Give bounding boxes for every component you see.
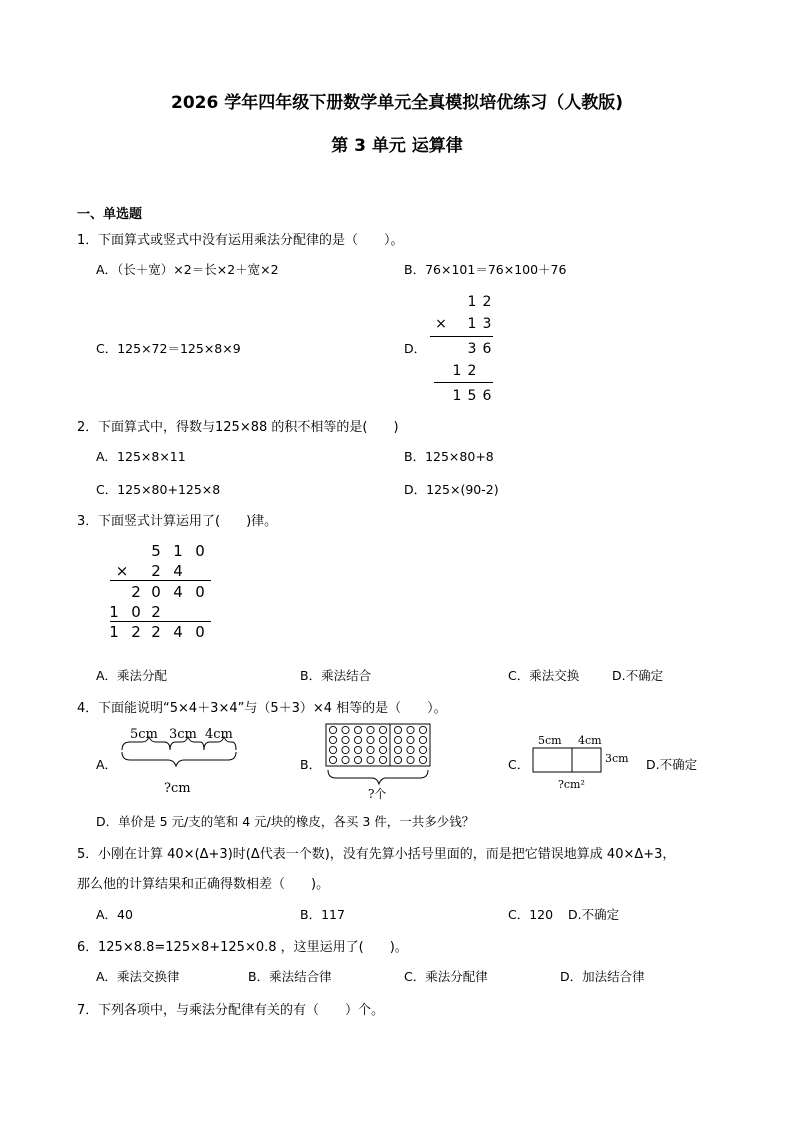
- q1-v-r5-d2: 5: [467, 388, 477, 404]
- q2-option-c[interactable]: C．125×80+125×8: [96, 482, 221, 497]
- q3-v-r2-d1: 2: [151, 562, 161, 580]
- q1-option-b[interactable]: B．76×101＝76×100＋76: [404, 262, 567, 277]
- q1-v-r2-d2: 3: [482, 316, 492, 332]
- q4-fig-a-bottom-label: ?cm: [164, 781, 191, 796]
- q4-fig-b-dot: [329, 726, 336, 733]
- q4-fig-b-dot: [379, 756, 386, 763]
- q3-option-b[interactable]: B．乘法结合: [300, 668, 372, 683]
- q3-text: 下面竖式计算运用了( )律。: [98, 514, 278, 529]
- q3-v-line-2: [110, 621, 211, 622]
- q4-fig-b-dot: [379, 746, 386, 753]
- q4-fig-b-dot: [342, 746, 349, 753]
- q5-text-line2: 那么他的计算结果和正确得数相差（ )。: [77, 877, 330, 892]
- q2-option-a[interactable]: A．125×8×11: [96, 449, 186, 464]
- q6-text: 125×8.8=125×8+125×0.8 ，这里运用了( )。: [98, 940, 408, 955]
- q3-v-r5-d4: 4: [173, 623, 183, 641]
- q4-fig-b-bottom-label: ?个: [368, 787, 387, 801]
- q1-v-r2-d1: 1: [467, 316, 477, 332]
- q2-number: 2．: [77, 420, 99, 435]
- q4-fig-b-dot: [407, 736, 414, 743]
- q4-fig-b-dot: [379, 726, 386, 733]
- q2-option-d[interactable]: D．125×(90-2): [404, 482, 499, 497]
- q3-option-a[interactable]: A．乘法分配: [96, 668, 168, 683]
- q2-text: 下面算式中，得数与125×88 的积不相等的是( ): [98, 420, 399, 435]
- q6-option-c[interactable]: C．乘法分配律: [404, 969, 488, 984]
- q6-number: 6．: [77, 940, 99, 955]
- q1-v-r5-d1: 1: [452, 388, 462, 404]
- q1-v-line-2: [434, 382, 493, 383]
- q4-fig-b-dot: [367, 756, 374, 763]
- q4-fig-b-dot: [342, 736, 349, 743]
- q4-fig-b-dot: [419, 746, 426, 753]
- q1-option-c[interactable]: C．125×72＝125×8×9: [96, 341, 241, 356]
- q3-v-r5-d1: 1: [109, 623, 119, 641]
- q3-v-r3-d2: 0: [151, 583, 161, 601]
- q5-option-a[interactable]: A．40: [96, 907, 133, 922]
- q3-v-r3-d4: 0: [195, 583, 205, 601]
- q6-option-d[interactable]: D．加法结合律: [560, 969, 645, 984]
- q3-v-r4-d2: 0: [131, 603, 141, 621]
- q4-option-d-inline[interactable]: D.不确定: [646, 757, 698, 772]
- q1-v-r4-d1: 1: [452, 363, 462, 379]
- q4-option-d[interactable]: D．单价是 5 元/支的笔和 4 元/块的橡皮，各买 3 件，一共多少钱？: [96, 814, 475, 829]
- q3-v-r1-d3: 0: [195, 542, 205, 560]
- q3-v-r1-d1: 5: [151, 542, 161, 560]
- q1-v-r1-d2: 2: [482, 294, 492, 310]
- q2-option-b[interactable]: B．125×80+8: [404, 449, 494, 464]
- q4-fig-b-dots: [329, 726, 426, 763]
- q5-text-line1: 小刚在计算 40×(Δ+3)时(Δ代表一个数)，没有先算小括号里面的，而是把它错误地算成 40×Δ+3，: [98, 847, 676, 862]
- q4-fig-b-dot: [354, 736, 361, 743]
- q4-fig-b-dot: [419, 736, 426, 743]
- q4-fig-a-brace-bottom: [122, 752, 236, 766]
- q4-fig-b-dot: [394, 726, 401, 733]
- q1-v-r5-d3: 6: [482, 388, 492, 404]
- section-label: 一、单选题: [77, 207, 143, 222]
- q7-text: 下列各项中，与乘法分配律有关的有（ ）个。: [98, 1003, 385, 1018]
- q4-fig-b-dot: [407, 756, 414, 763]
- q5-option-b[interactable]: B．117: [300, 907, 345, 922]
- q4-option-a-label[interactable]: A．: [96, 757, 118, 772]
- q4-fig-b-dot: [367, 726, 374, 733]
- q3-v-line-1: [110, 580, 211, 581]
- q4-fig-b-dot: [329, 746, 336, 753]
- q3-v-r4-d1: 1: [109, 603, 119, 621]
- q4-fig-b-dot: [394, 756, 401, 763]
- q4-fig-b-dot: [407, 726, 414, 733]
- q5-number: 5．: [77, 847, 99, 862]
- q4-fig-a-label-1: 5cm: [130, 727, 158, 742]
- q1-v-r4-d2: 2: [467, 363, 477, 379]
- q3-v-times-sign: ×: [115, 562, 129, 580]
- q1-v-times-sign: ×: [435, 316, 447, 332]
- q4-fig-b-dot: [394, 736, 401, 743]
- q4-fig-a-label-2: 3cm: [169, 727, 197, 742]
- q3-v-r5-d3: 2: [151, 623, 161, 641]
- q3-v-r2-d2: 4: [173, 562, 183, 580]
- q4-fig-b-dot: [342, 726, 349, 733]
- q4-fig-b-dot: [367, 736, 374, 743]
- q4-option-b-label[interactable]: B．: [300, 757, 322, 772]
- q5-option-c[interactable]: C．120: [508, 907, 554, 922]
- q5-option-d[interactable]: D.不确定: [568, 907, 620, 922]
- page-title: 2026 学年四年级下册数学单元全真模拟培优练习（人教版): [170, 93, 623, 113]
- q3-v-r1-d2: 1: [173, 542, 183, 560]
- q1-option-a[interactable]: A．（长＋宽）×2＝长×2＋宽×2: [96, 262, 279, 277]
- q3-v-r5-d5: 0: [195, 623, 205, 641]
- q4-fig-a-label-3: 4cm: [205, 727, 233, 742]
- q4-fig-c-label-1: 5cm: [538, 734, 562, 747]
- q4-figure-c: [528, 732, 636, 792]
- q3-option-d[interactable]: D.不确定: [612, 668, 664, 683]
- q4-fig-c-bottom-label: ?cm²: [558, 778, 585, 791]
- q1-v-r3-d1: 3: [467, 341, 477, 357]
- q6-option-a[interactable]: A．乘法交换律: [96, 969, 180, 984]
- q4-figure-a: [116, 722, 241, 798]
- q4-fig-b-dot: [419, 756, 426, 763]
- q4-fig-c-side-label: 3cm: [605, 752, 629, 765]
- q4-fig-b-dot: [354, 756, 361, 763]
- q4-fig-b-dot: [394, 746, 401, 753]
- q4-fig-b-dot: [329, 736, 336, 743]
- q3-number: 3．: [77, 514, 99, 529]
- q3-option-c[interactable]: C．乘法交换: [508, 668, 580, 683]
- q4-option-c-label[interactable]: C．: [508, 757, 530, 772]
- q1-v-r1-d1: 1: [467, 294, 477, 310]
- q4-fig-b-dot: [354, 726, 361, 733]
- q1-number: 1．: [77, 233, 99, 248]
- q4-fig-c-rect: [533, 748, 601, 772]
- q4-fig-b-dot: [379, 736, 386, 743]
- q1-v-line-1: [430, 336, 493, 337]
- q1-v-r3-d2: 6: [482, 341, 492, 357]
- q4-fig-b-dot: [407, 746, 414, 753]
- q4-fig-b-dot: [329, 756, 336, 763]
- q4-fig-b-brace: [328, 770, 428, 784]
- q4-fig-c-label-2: 4cm: [578, 734, 602, 747]
- q3-v-r3-d1: 2: [131, 583, 141, 601]
- q1-text: 下面算式或竖式中没有运用乘法分配律的是（ ）。: [98, 233, 404, 248]
- q4-fig-b-dot: [354, 746, 361, 753]
- q4-number: 4．: [77, 701, 99, 716]
- q1-option-d-label[interactable]: D．: [404, 341, 427, 356]
- page-subtitle: 第 3 单元 运算律: [331, 136, 463, 156]
- q4-text: 下面能说明“5×4＋3×4”与（5＋3）×4 相等的是（ ）。: [98, 701, 447, 716]
- q4-figure-b: [322, 722, 434, 802]
- q7-number: 7．: [77, 1003, 99, 1018]
- q4-fig-b-dot: [367, 746, 374, 753]
- q4-fig-b-dot: [419, 726, 426, 733]
- q6-option-b[interactable]: B．乘法结合律: [248, 969, 332, 984]
- q3-v-r3-d3: 4: [173, 583, 183, 601]
- q4-fig-b-dot: [342, 756, 349, 763]
- q3-v-r5-d2: 2: [131, 623, 141, 641]
- q3-v-r4-d3: 2: [151, 603, 161, 621]
